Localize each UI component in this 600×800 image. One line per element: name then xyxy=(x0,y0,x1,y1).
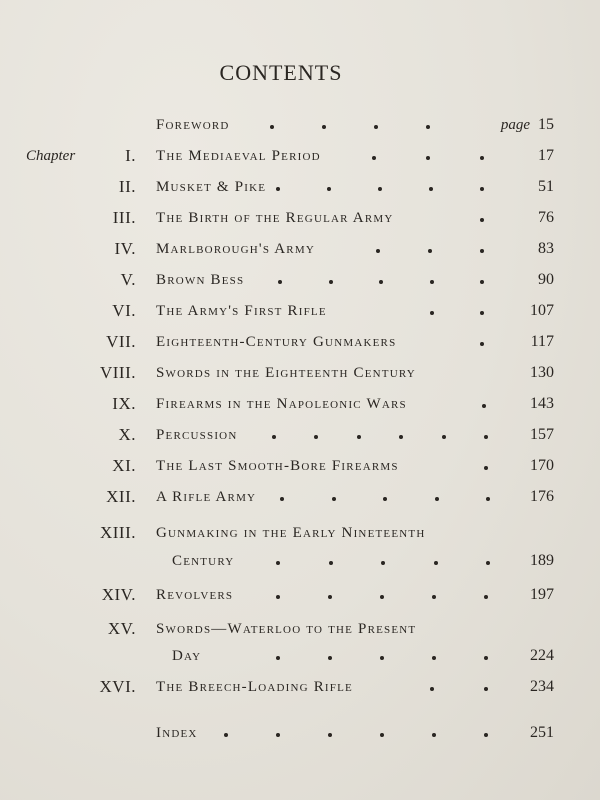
entry-page: 83 xyxy=(538,240,554,257)
dot-leader xyxy=(376,234,484,264)
dot-leader xyxy=(270,110,430,140)
entry-title: Brown Bess xyxy=(156,272,245,288)
entry-title: The Army's First Rifle xyxy=(156,303,327,319)
entry-page: 224 xyxy=(530,647,554,664)
chapter-number: XI. xyxy=(112,456,136,475)
toc-entry-chapter-16[interactable] xyxy=(0,672,600,702)
entry-page: 17 xyxy=(538,147,554,164)
toc-entry-chapter-2[interactable] xyxy=(0,172,600,202)
chapter-number: XII. xyxy=(106,487,136,506)
dot-leader xyxy=(272,420,488,450)
entry-title: Foreword xyxy=(156,117,230,133)
dot-leader xyxy=(280,482,490,512)
entry-title: Musket & Pike xyxy=(156,179,267,195)
chapter-number: I. xyxy=(125,146,136,165)
toc-entry-chapter-13-continued[interactable] xyxy=(0,546,600,576)
entry-page: 251 xyxy=(530,724,554,741)
chapter-number: VII. xyxy=(106,332,136,351)
toc-entry-chapter-10[interactable] xyxy=(0,420,600,450)
chapter-number: III. xyxy=(112,208,136,227)
toc-entry-chapter-12[interactable] xyxy=(0,482,600,512)
dot-leader xyxy=(278,265,484,295)
entry-page: 189 xyxy=(530,552,554,569)
chapter-number: IV. xyxy=(114,239,136,258)
entry-title: Index xyxy=(156,725,198,741)
chapter-number: II. xyxy=(118,177,136,196)
chapter-number: V. xyxy=(120,270,136,289)
toc-entry-chapter-1[interactable] xyxy=(0,141,600,171)
entry-page: 157 xyxy=(530,426,554,443)
entry-title: A Rifle Army xyxy=(156,489,257,505)
toc-entry-chapter-11[interactable] xyxy=(0,451,600,481)
chapter-number: XVI. xyxy=(99,677,136,696)
entry-page: 176 xyxy=(530,488,554,505)
toc-entry-foreword[interactable] xyxy=(0,110,600,140)
chapter-number: XV. xyxy=(107,619,136,638)
entry-page: 76 xyxy=(538,209,554,226)
page-title: CONTENTS xyxy=(219,60,343,85)
entry-title: Marlborough's Army xyxy=(156,241,315,257)
dot-leader xyxy=(276,580,488,610)
chapter-number: VI. xyxy=(112,301,136,320)
chapter-number: XIII. xyxy=(99,523,136,542)
page-label: page xyxy=(500,117,530,133)
toc-entry-chapter-5[interactable] xyxy=(0,265,600,295)
entry-title-continued: Day xyxy=(172,648,202,664)
toc-entry-chapter-15-continued[interactable] xyxy=(0,641,600,671)
toc-entry-chapter-3[interactable] xyxy=(0,203,600,233)
toc-entry-chapter-14[interactable] xyxy=(0,580,600,610)
toc-entry-chapter-6[interactable] xyxy=(0,296,600,326)
entry-title: Revolvers xyxy=(156,587,234,603)
chapter-label: Chapter xyxy=(26,148,76,164)
entry-page: 90 xyxy=(538,271,554,288)
dot-leader xyxy=(224,718,488,748)
entry-page: 15 xyxy=(538,116,554,133)
entry-title: Firearms in the Napoleonic Wars xyxy=(156,396,407,412)
entry-title: Gunmaking in the Early Nineteenth xyxy=(156,525,426,541)
dot-leader xyxy=(276,546,490,576)
entry-title: Eighteenth-Century Gunmakers xyxy=(156,334,397,350)
entry-title: Swords in the Eighteenth Century xyxy=(156,365,416,381)
dot-leader xyxy=(430,296,484,326)
chapter-number: XIV. xyxy=(101,585,136,604)
dot-leader xyxy=(480,327,486,357)
entry-page: 170 xyxy=(530,457,554,474)
entry-title: The Breech-Loading Rifle xyxy=(156,679,353,695)
entry-title: Swords—Waterloo to the Present xyxy=(156,621,417,637)
toc-entry-chapter-4[interactable] xyxy=(0,234,600,264)
entry-page: 197 xyxy=(530,586,554,603)
dot-leader xyxy=(480,203,486,233)
chapter-number: VIII. xyxy=(99,363,136,382)
toc-entry-index[interactable] xyxy=(0,718,600,748)
dot-leader xyxy=(484,451,490,481)
dot-leader xyxy=(430,672,488,702)
chapter-number: IX. xyxy=(112,394,136,413)
toc-entry-chapter-9[interactable] xyxy=(0,389,600,419)
entry-page: 107 xyxy=(530,302,554,319)
entry-page: 234 xyxy=(530,678,554,695)
chapter-number: X. xyxy=(118,425,136,444)
dot-leader xyxy=(276,172,484,202)
entry-title: The Last Smooth-Bore Firearms xyxy=(156,458,399,474)
toc-entry-chapter-7[interactable] xyxy=(0,327,600,357)
entry-page: 117 xyxy=(530,333,554,350)
entry-title: Percussion xyxy=(156,427,238,443)
entry-title: The Mediaeval Period xyxy=(156,148,321,164)
entry-title-continued: Century xyxy=(172,553,235,569)
toc-entry-chapter-8[interactable] xyxy=(0,358,600,388)
toc-entry-chapter-15[interactable] xyxy=(0,614,600,644)
entry-page: 51 xyxy=(538,178,554,195)
toc-entry-chapter-13[interactable] xyxy=(0,518,600,548)
entry-title: The Birth of the Regular Army xyxy=(156,210,394,226)
entry-page: 143 xyxy=(530,395,554,412)
dot-leader xyxy=(276,641,488,671)
entry-page: 130 xyxy=(530,364,554,381)
dot-leader xyxy=(372,141,484,171)
dot-leader xyxy=(482,389,488,419)
